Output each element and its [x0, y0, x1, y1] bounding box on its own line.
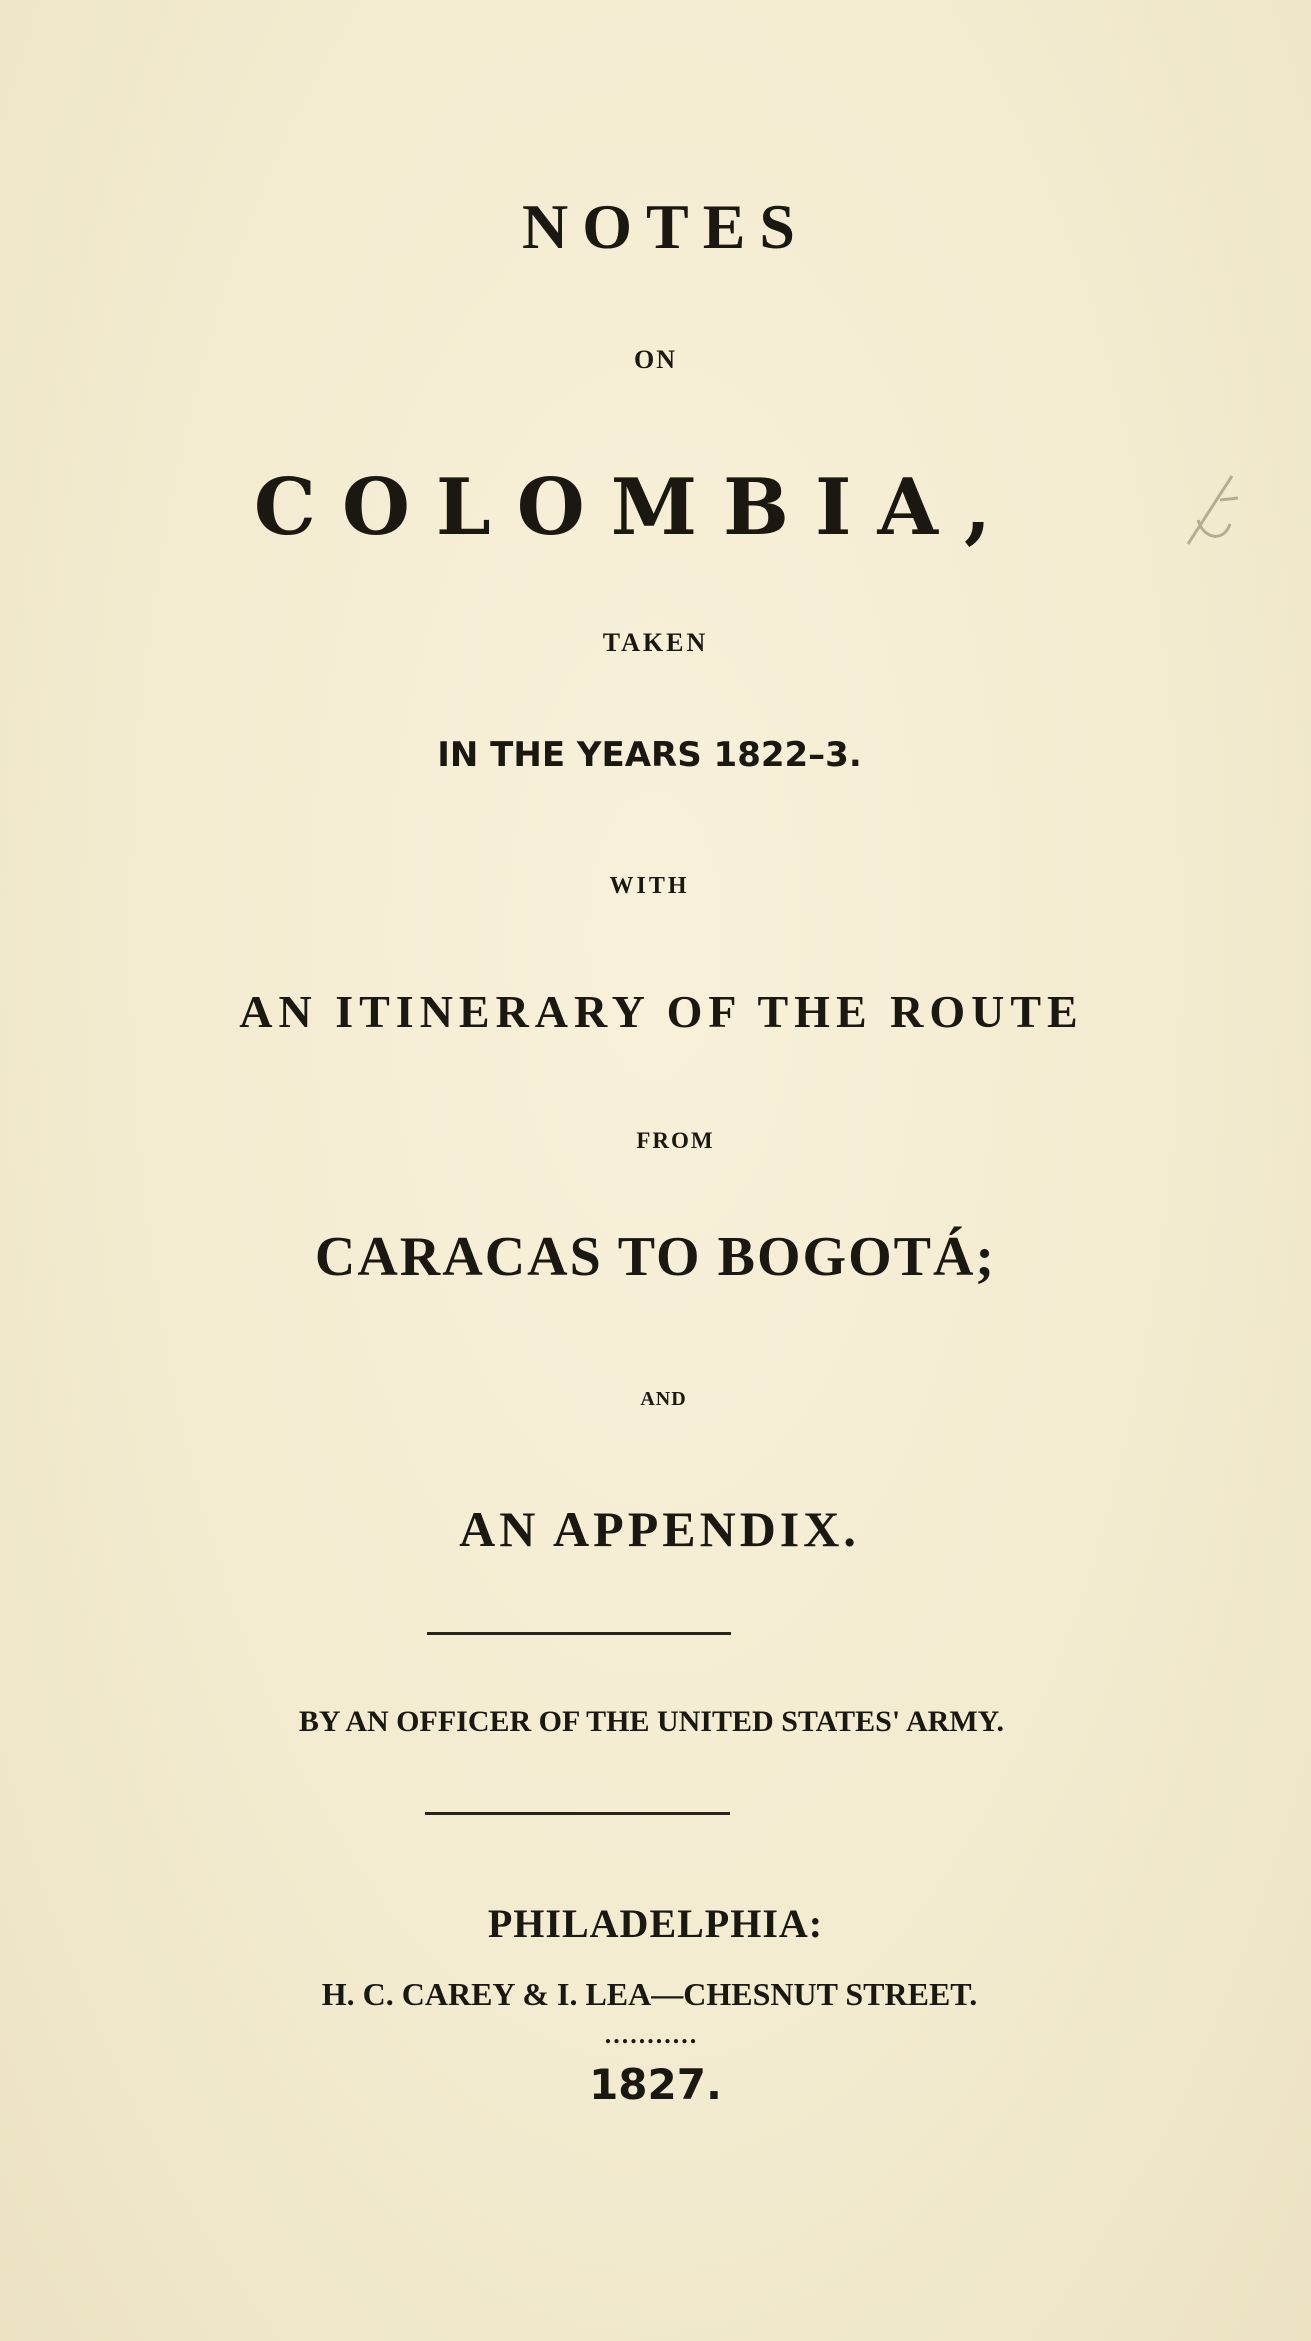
title-on: ON: [634, 345, 677, 374]
title-notes: NOTES: [522, 191, 809, 262]
imprint-dots: ...........: [604, 2020, 699, 2049]
imprint-city: PHILADELPHIA:: [487, 1901, 824, 1946]
imprint-year: 1827.: [589, 2060, 722, 2109]
title-colombia: COLOMBIA,: [253, 462, 1018, 553]
pencil-mark-icon: [1180, 470, 1250, 550]
title-itinerary: AN ITINERARY OF THE ROUTE: [239, 986, 1084, 1037]
title-and: AND: [640, 1388, 687, 1410]
imprint-publisher: H. C. CAREY & I. LEA—CHESNUT STREET.: [321, 1976, 978, 2012]
bleed-through-text: [320, 900, 328, 934]
title-with: WITH: [609, 873, 690, 899]
author-line: BY AN OFFICER OF THE UNITED STATES' ARMY.: [298, 1705, 1005, 1738]
title-appendix: AN APPENDIX.: [459, 1501, 860, 1557]
title-years: IN THE YEARS 1822–3.: [437, 735, 862, 775]
divider-rule: [427, 1632, 731, 1635]
title-route: CARACAS TO BOGOTÁ;: [314, 1226, 997, 1288]
divider-rule: [425, 1812, 730, 1815]
title-from: FROM: [636, 1128, 715, 1153]
title-taken: TAKEN: [602, 628, 709, 657]
